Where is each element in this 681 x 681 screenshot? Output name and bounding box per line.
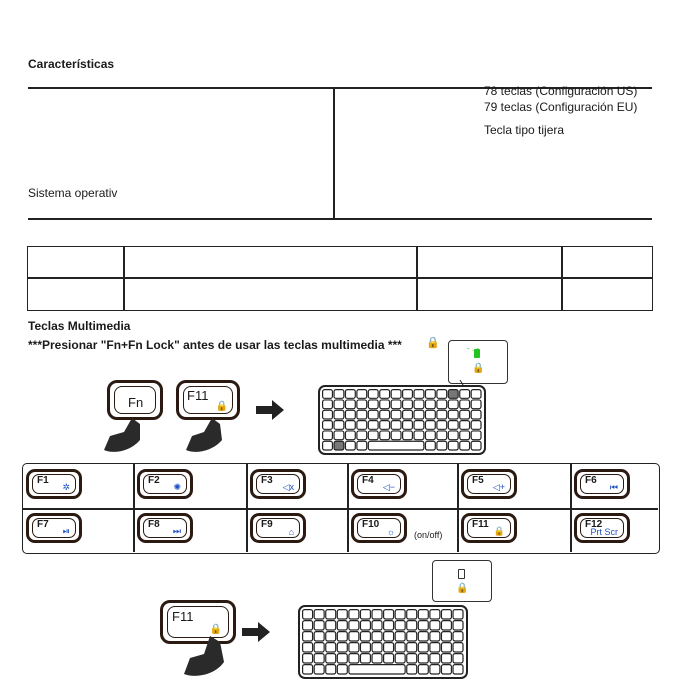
keyboard-key <box>360 632 370 641</box>
keyboard-key <box>337 621 347 630</box>
keyboard-key <box>403 431 413 440</box>
brightness-up-icon: ✺ <box>173 482 181 492</box>
keyboard-key <box>418 665 428 674</box>
keyboard-key <box>391 421 401 430</box>
keyboard-key <box>384 632 394 641</box>
keyboard-key <box>448 421 458 430</box>
keyboard-key <box>360 643 370 652</box>
key-label: F3 <box>261 475 273 486</box>
key-f12 <box>574 513 630 543</box>
keyboard-key <box>345 421 355 430</box>
keyboard-key <box>334 390 344 399</box>
keyboard-key <box>437 410 447 419</box>
keyboard-key <box>372 621 382 630</box>
keyboard-key <box>349 665 405 674</box>
keyboard-key <box>395 643 405 652</box>
keyboard-key <box>323 431 333 440</box>
keyboard-key <box>345 441 355 450</box>
volume-down-icon: ◁− <box>382 482 395 492</box>
keyboard-key <box>323 421 333 430</box>
keyboard-key <box>430 643 440 652</box>
keyboard-key <box>395 610 405 619</box>
arrow-right-icon <box>242 622 272 642</box>
keyboard-key <box>407 654 417 663</box>
keyboard-key <box>453 665 463 674</box>
keyboard-key <box>460 390 470 399</box>
keyboard-key <box>314 610 324 619</box>
keyboard-key <box>349 610 359 619</box>
key-f11 <box>461 513 517 543</box>
key-label: F8 <box>148 519 160 530</box>
key-f3 <box>250 469 306 499</box>
key-f5 <box>461 469 517 499</box>
keyboard-key <box>323 400 333 409</box>
keyboard-key <box>441 632 451 641</box>
keyboard-key <box>425 441 435 450</box>
keyboard-illustration <box>318 385 486 455</box>
keyboard-key <box>303 665 313 674</box>
keyboard-key <box>395 654 405 663</box>
keyboard-key <box>441 654 451 663</box>
keyboard-key <box>326 621 336 630</box>
keyboard-key <box>391 390 401 399</box>
key-label: F1 <box>37 475 49 486</box>
multimedia-key-table <box>22 463 660 554</box>
keyboard-key <box>453 643 463 652</box>
keyboard-key <box>368 390 378 399</box>
keyboard-key <box>314 665 324 674</box>
volume-up-icon: ◁+ <box>492 482 505 492</box>
keyboard-key <box>314 643 324 652</box>
keyboard-key <box>357 410 367 419</box>
key-f7 <box>26 513 82 543</box>
key-label: F6 <box>585 475 597 486</box>
keyboard-key <box>314 621 324 630</box>
keyboard-key <box>441 610 451 619</box>
keyboard-key <box>372 643 382 652</box>
spec-label: Sistema operativ <box>28 186 118 200</box>
keyboard-key <box>425 421 435 430</box>
f11-key-label: F11 <box>172 609 194 624</box>
keyboard-key <box>471 410 481 419</box>
keyboard-key <box>337 610 347 619</box>
keyboard-key <box>368 421 378 430</box>
keyboard-key <box>368 431 378 440</box>
keyboard-key <box>395 621 405 630</box>
keyboard-key <box>360 621 370 630</box>
keyboard-key <box>403 421 413 430</box>
keyboard-key <box>349 621 359 630</box>
keyboard-key <box>303 621 313 630</box>
keyboard-key <box>414 400 424 409</box>
keyboard-key <box>326 654 336 663</box>
divider <box>333 87 335 218</box>
key-label: F2 <box>148 475 160 486</box>
f11-key-label: F11 <box>187 388 209 403</box>
keyboard-key <box>437 400 447 409</box>
key-label: F9 <box>261 519 273 530</box>
key-f2 <box>137 469 193 499</box>
keyboard-key <box>326 632 336 641</box>
keyboard-key <box>357 400 367 409</box>
keyboard-key <box>418 621 428 630</box>
fn-lock-icon: 🔒 <box>493 526 505 536</box>
keyboard-key <box>437 441 447 450</box>
key-f1 <box>26 469 82 499</box>
keyboard-key <box>357 421 367 430</box>
key-label: F11 <box>472 519 489 530</box>
keyboard-key <box>345 390 355 399</box>
keyboard-key <box>323 390 333 399</box>
keyboard-key <box>368 400 378 409</box>
keyboard-key <box>357 390 367 399</box>
key-label: F4 <box>362 475 374 486</box>
keyboard-key <box>430 621 440 630</box>
keyboard-key <box>357 431 367 440</box>
keyboard-key <box>349 632 359 641</box>
keyboard-key <box>334 421 344 430</box>
keyboard-key <box>326 643 336 652</box>
lock-icon: 🔒 <box>215 401 228 412</box>
key-label: F7 <box>37 519 49 530</box>
mute-icon: ◁x <box>282 482 294 492</box>
keyboard-key <box>314 654 324 663</box>
keyboard-key <box>407 632 417 641</box>
key-f6 <box>574 469 630 499</box>
lock-icon: 🔒 <box>456 583 469 594</box>
keyboard-key <box>345 400 355 409</box>
keyboard-key <box>303 610 313 619</box>
led-indicator-on: - . - 🔒 <box>448 340 508 384</box>
keyboard-key <box>368 410 378 419</box>
keyboard-key <box>345 410 355 419</box>
keyboard-key <box>441 643 451 652</box>
keyboard-key <box>471 421 481 430</box>
keyboard-key <box>437 431 447 440</box>
keyboard-key <box>391 400 401 409</box>
keyboard-key <box>345 431 355 440</box>
spec-value: 78 teclas (Configuración US) <box>484 84 638 98</box>
keyboard-key <box>414 421 424 430</box>
keyboard-key <box>323 441 333 450</box>
keyboard-key <box>425 390 435 399</box>
keyboard-key <box>418 632 428 641</box>
keyboard-key <box>360 610 370 619</box>
keyboard-key <box>437 390 447 399</box>
home-icon: ⌂ <box>288 527 294 537</box>
keyboard-key <box>448 410 458 419</box>
key-f10 <box>351 513 443 543</box>
key-label: F10 <box>362 519 380 530</box>
keyboard-key <box>384 610 394 619</box>
keyboard-key <box>326 665 336 674</box>
keyboard-key <box>303 643 313 652</box>
key-f4 <box>351 469 407 499</box>
key-f8 <box>137 513 193 543</box>
keyboard-key <box>448 400 458 409</box>
keyboard-key <box>326 610 336 619</box>
keyboard-key <box>437 421 447 430</box>
lock-icon: 🔒 <box>209 624 222 635</box>
keyboard-key <box>425 431 435 440</box>
keyboard-key <box>441 621 451 630</box>
keyboard-key <box>414 410 424 419</box>
keyboard-key <box>337 665 347 674</box>
keyboard-illustration <box>298 605 468 679</box>
led-off-icon <box>458 569 465 579</box>
previous-track-icon: ⏮ <box>609 482 618 492</box>
keyboard-key <box>460 400 470 409</box>
keyboard-key <box>337 643 347 652</box>
spec-value: Tecla tipo tijera <box>484 123 565 137</box>
keyboard-key <box>471 431 481 440</box>
keyboard-key <box>453 654 463 663</box>
spec-value: 79 teclas (Configuración EU) <box>484 100 638 114</box>
keyboard-key <box>430 665 440 674</box>
keyboard-key <box>372 632 382 641</box>
keyboard-key <box>372 610 382 619</box>
keyboard-key <box>384 643 394 652</box>
key-label: F5 <box>472 475 484 486</box>
keyboard-key <box>380 421 390 430</box>
multimedia-title: Teclas Multimedia <box>28 319 131 333</box>
keyboard-key <box>314 632 324 641</box>
keyboard-key <box>448 441 458 450</box>
keyboard-key <box>380 410 390 419</box>
keyboard-key <box>349 654 359 663</box>
print-screen-icon: Prt Scr <box>590 527 618 537</box>
keyboard-key <box>407 665 417 674</box>
keyboard-key <box>453 610 463 619</box>
keyboard-key <box>460 431 470 440</box>
keyboard-key <box>403 400 413 409</box>
keyboard-key <box>337 654 347 663</box>
keyboard-key <box>425 410 435 419</box>
keyboard-key <box>391 410 401 419</box>
keyboard-key <box>384 621 394 630</box>
keyboard-key <box>403 410 413 419</box>
keyboard-key <box>471 441 481 450</box>
keyboard-key <box>407 643 417 652</box>
keyboard-key <box>334 400 344 409</box>
keyboard-key <box>425 400 435 409</box>
keyboard-key <box>418 654 428 663</box>
keyboard-key <box>414 431 424 440</box>
keyboard-key <box>407 621 417 630</box>
keyboard-key <box>418 610 428 619</box>
lock-icon: 🔒 <box>426 337 440 349</box>
arrow-right-icon <box>256 400 286 420</box>
backlight-icon: ☼ <box>386 527 395 537</box>
keyboard-key <box>453 632 463 641</box>
lock-icon: 🔒 <box>472 363 485 374</box>
next-track-icon: ⏭ <box>172 526 181 536</box>
keyboard-key <box>303 654 313 663</box>
brightness-down-icon: ✲ <box>62 482 70 492</box>
keyboard-key <box>380 400 390 409</box>
keyboard-key <box>403 390 413 399</box>
keyboard-key <box>391 431 401 440</box>
keyboard-key <box>407 610 417 619</box>
instruction-text: ***Presionar "Fn+Fn Lock" antes de usar las teclas multimedia *** <box>28 338 402 352</box>
keyboard-key <box>323 410 333 419</box>
fn-key-label: Fn <box>128 395 144 410</box>
keyboard-key <box>357 441 367 450</box>
key-f9 <box>250 513 306 543</box>
keyboard-key <box>441 665 451 674</box>
key-note: (on/off) <box>414 530 443 540</box>
keyboard-key <box>384 654 394 663</box>
keyboard-key <box>380 431 390 440</box>
keyboard-key <box>334 431 344 440</box>
keyboard-key <box>430 610 440 619</box>
led-indicator-off <box>432 560 492 602</box>
keyboard-key <box>471 400 481 409</box>
keyboard-key <box>460 421 470 430</box>
keyboard-key <box>303 632 313 641</box>
keyboard-key <box>395 632 405 641</box>
keyboard-key <box>418 643 428 652</box>
keyboard-key <box>453 621 463 630</box>
keyboard-key <box>460 441 470 450</box>
keyboard-key <box>334 441 344 450</box>
divider <box>28 218 652 220</box>
keyboard-key <box>414 390 424 399</box>
key-label: F12 <box>585 519 603 530</box>
keyboard-key <box>448 431 458 440</box>
keyboard-key <box>380 390 390 399</box>
hand-pointing-icons <box>100 410 260 455</box>
keyboard-key <box>430 654 440 663</box>
keyboard-key <box>471 390 481 399</box>
keyboard-key <box>430 632 440 641</box>
keyboard-key <box>372 654 382 663</box>
keyboard-key <box>448 390 458 399</box>
specs-title: Características <box>28 57 115 71</box>
keyboard-key <box>368 441 424 450</box>
keyboard-key <box>334 410 344 419</box>
keyboard-key <box>460 410 470 419</box>
keyboard-key <box>337 632 347 641</box>
keyboard-key <box>360 654 370 663</box>
play-pause-icon: ⏯ <box>62 526 70 536</box>
keyboard-key <box>349 643 359 652</box>
